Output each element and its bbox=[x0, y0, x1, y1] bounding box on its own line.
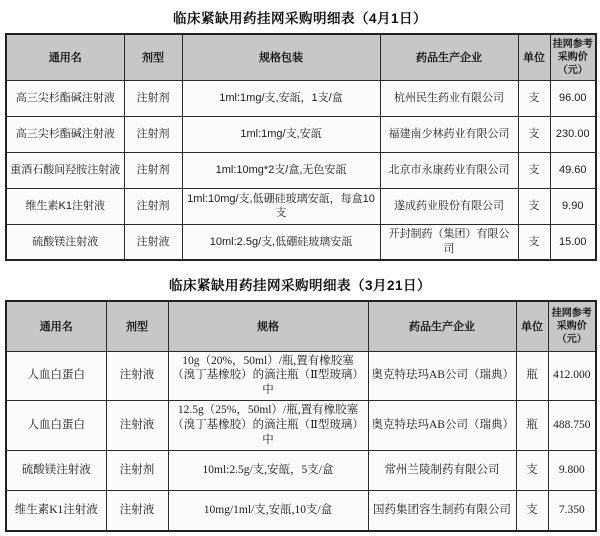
table-title-march: 临床紧缺用药挂网采购明细表（3月21日） bbox=[168, 278, 432, 293]
table-row bbox=[6, 351, 596, 401]
procurement-table-april-1 bbox=[5, 33, 597, 261]
table-row bbox=[6, 491, 596, 531]
spec-cell: 10ml:2.5g/支,安瓿，5支/盒 bbox=[168, 451, 368, 491]
drug-name-cell: 重酒石酸间羟胺注射液 bbox=[6, 152, 124, 188]
dosage-form-cell: 注射液 bbox=[106, 351, 168, 401]
table-row bbox=[6, 80, 596, 116]
unit-cell: 支 bbox=[518, 116, 550, 152]
price-cell: 9.800 bbox=[548, 451, 596, 491]
drug-name-cell: 硫酸镁注射液 bbox=[6, 451, 106, 491]
drug-name-cell: 维生素K1注射液 bbox=[6, 188, 124, 224]
drug-name-cell: 高三尖杉酯碱注射液 bbox=[6, 80, 124, 116]
price-cell: 412.000 bbox=[548, 351, 596, 401]
manufacturer-cell: 奥克特珐玛AB公司（瑞典） bbox=[368, 401, 516, 451]
spec-cell: 1ml:10mg/支,低硼硅玻璃安瓿，每盒10支 bbox=[182, 188, 380, 224]
unit-cell: 支 bbox=[518, 224, 550, 260]
table-header-row bbox=[6, 301, 596, 351]
unit-cell: 支 bbox=[516, 491, 548, 531]
spec-cell: 10mg/1ml/支,安瓿,10支/盒 bbox=[168, 491, 368, 531]
dosage-form-cell: 注射剂 bbox=[106, 451, 168, 491]
manufacturer-cell: 杭州民生药业有限公司 bbox=[380, 80, 518, 116]
manufacturer-cell: 遂成药业股份有限公司 bbox=[380, 188, 518, 224]
spec-cell: 12.5g（25%，50ml）/瓶,置有橡胶塞（溴丁基橡胶）的滴注瓶（Ⅱ型玻璃）中 bbox=[168, 401, 368, 451]
unit-cell: 支 bbox=[518, 152, 550, 188]
col-header-generic-name: 通用名 bbox=[6, 34, 124, 80]
dosage-form-cell: 注射剂 bbox=[124, 188, 182, 224]
dosage-form-cell: 注射液 bbox=[124, 224, 182, 260]
dosage-form-cell: 注射剂 bbox=[124, 152, 182, 188]
col-header-dosage-form: 剂型 bbox=[106, 301, 168, 351]
spec-cell: 1ml:1mg/支,安瓿，1支/盒 bbox=[182, 80, 380, 116]
price-cell: 230.00 bbox=[550, 116, 596, 152]
spec-cell: 10g（20%，50ml）/瓶,置有橡胶塞（溴丁基橡胶）的滴注瓶（Ⅱ型玻璃）中 bbox=[168, 351, 368, 401]
col-header-unit: 单位 bbox=[516, 301, 548, 351]
dosage-form-cell: 注射剂 bbox=[124, 116, 182, 152]
price-cell: 49.60 bbox=[550, 152, 596, 188]
col-header-price: 挂网参考采购价（元） bbox=[548, 301, 596, 351]
spec-cell: 1ml:1mg/支,安瓿 bbox=[182, 116, 380, 152]
price-cell: 96.00 bbox=[550, 80, 596, 116]
drug-name-cell: 高三尖杉酯碱注射液 bbox=[6, 116, 124, 152]
unit-cell: 瓶 bbox=[516, 351, 548, 401]
col-header-spec: 规格 bbox=[168, 301, 368, 351]
col-header-unit: 单位 bbox=[518, 34, 550, 80]
manufacturer-cell: 北京市永康药业有限公司 bbox=[380, 152, 518, 188]
table-row bbox=[6, 451, 596, 491]
table-header-row bbox=[6, 34, 596, 80]
unit-cell: 瓶 bbox=[516, 401, 548, 451]
drug-name-cell: 维生素K1注射液 bbox=[6, 491, 106, 531]
manufacturer-cell: 常州兰陵制药有限公司 bbox=[368, 451, 516, 491]
drug-name-cell: 硫酸镁注射液 bbox=[6, 224, 124, 260]
manufacturer-cell: 奥克特珐玛AB公司（瑞典） bbox=[368, 351, 516, 401]
spec-cell: 10ml:2.5g/支,低硼硅玻璃安瓿 bbox=[182, 224, 380, 260]
manufacturer-cell: 福建南少林药业有限公司 bbox=[380, 116, 518, 152]
unit-cell: 支 bbox=[518, 188, 550, 224]
manufacturer-cell: 开封制药（集团）有限公司 bbox=[380, 224, 518, 260]
table-row bbox=[6, 152, 596, 188]
table-row bbox=[6, 224, 596, 260]
price-cell: 9.90 bbox=[550, 188, 596, 224]
col-header-manufacturer: 药品生产企业 bbox=[380, 34, 518, 80]
price-cell: 488.750 bbox=[548, 401, 596, 451]
price-cell: 15.00 bbox=[550, 224, 596, 260]
col-header-generic-name: 通用名 bbox=[6, 301, 106, 351]
col-header-spec-packaging: 规格包装 bbox=[182, 34, 380, 80]
drug-name-cell: 人血白蛋白 bbox=[6, 351, 106, 401]
manufacturer-cell: 国药集团容生制药有限公司 bbox=[368, 491, 516, 531]
drug-name-cell: 人血白蛋白 bbox=[6, 401, 106, 451]
spec-cell: 1ml:10mg*2支/盒,无色安瓿 bbox=[182, 152, 380, 188]
table-row bbox=[6, 116, 596, 152]
dosage-form-cell: 注射液 bbox=[106, 491, 168, 531]
table-title-april: 临床紧缺用药挂网采购明细表（4月1日） bbox=[172, 11, 427, 26]
procurement-table-march-21 bbox=[5, 300, 597, 532]
table-row bbox=[6, 188, 596, 224]
col-header-dosage-form: 剂型 bbox=[124, 34, 182, 80]
col-header-price: 挂网参考采购价（元） bbox=[550, 34, 596, 80]
col-header-manufacturer: 药品生产企业 bbox=[368, 301, 516, 351]
table-row bbox=[6, 401, 596, 451]
dosage-form-cell: 注射液 bbox=[106, 401, 168, 451]
price-cell: 7.350 bbox=[548, 491, 596, 531]
unit-cell: 支 bbox=[518, 80, 550, 116]
dosage-form-cell: 注射剂 bbox=[124, 80, 182, 116]
unit-cell: 支 bbox=[516, 451, 548, 491]
